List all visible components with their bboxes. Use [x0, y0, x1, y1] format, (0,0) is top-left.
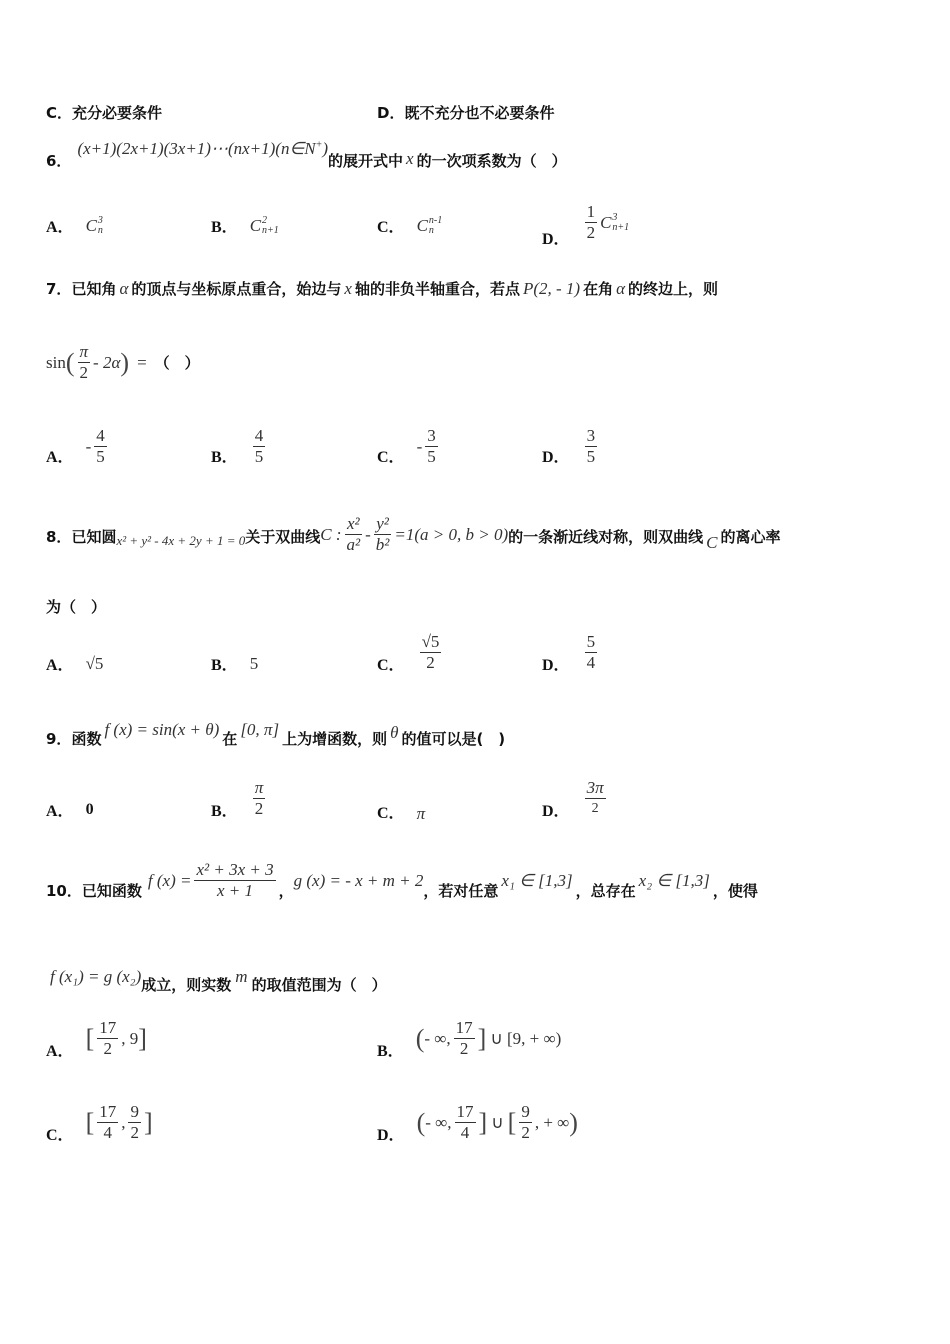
q6-option-d[interactable] — [542, 196, 629, 249]
option-label: B． — [377, 1043, 404, 1060]
stem-text: ，若对任意 — [423, 882, 499, 900]
fraction — [585, 426, 598, 467]
alpha: α — [119, 278, 129, 298]
option-value: 5 — [249, 653, 259, 673]
interval-union: ∪ [9, + ∞) — [490, 1028, 562, 1048]
expr-text: (x+1)(2x+1)(3x+1)⋯(nx+1)(n∈N — [77, 138, 316, 158]
stem-text: 轴的非负半轴重合，若点 — [354, 280, 520, 298]
sign: - — [85, 436, 92, 456]
x1-interval: x₁ ∈ [1,3] — [501, 870, 573, 890]
stem-text: 的离心率 — [720, 528, 781, 546]
q6-option-b[interactable] — [211, 214, 279, 237]
minus-2alpha: - 2α — [93, 352, 121, 372]
question-number: 7． — [46, 280, 72, 298]
bracket: ) — [569, 1107, 578, 1137]
fraction — [425, 426, 438, 467]
option-label: D． — [377, 1127, 405, 1144]
question-10-stem — [46, 860, 758, 901]
numerator: 9 — [521, 1102, 530, 1121]
q8-option-b[interactable] — [211, 652, 258, 675]
q6-option-a[interactable] — [46, 214, 103, 237]
comma: , — [121, 1112, 126, 1132]
q9-option-a[interactable] — [46, 798, 106, 821]
denominator: 2 — [586, 223, 596, 242]
expr-close: ) — [322, 138, 329, 158]
numerator: 4 — [96, 426, 105, 445]
stem-text: 已知圆 — [71, 528, 117, 546]
denominator: a² — [346, 535, 361, 554]
comma: ， — [278, 882, 294, 900]
fraction — [585, 202, 598, 243]
option-label: B． — [211, 449, 238, 466]
q10-option-d[interactable] — [377, 1100, 578, 1145]
bracket: [ — [507, 1107, 517, 1137]
option-label: D． — [542, 449, 570, 466]
option-label: C． — [46, 1127, 74, 1144]
q5-option-d[interactable]: D．既不充分也不必要条件 — [377, 104, 555, 122]
combination-symbol: C — [416, 215, 428, 235]
fraction — [585, 632, 598, 673]
stem-text: 为（ ） — [46, 598, 107, 616]
bracket: ( — [415, 1023, 425, 1053]
option-label: A． — [46, 803, 74, 820]
stem-text: 在角 — [583, 280, 614, 298]
stem-text: 的一次项系数为（ ） — [416, 152, 567, 170]
denominator: 5 — [427, 447, 436, 466]
stem-text: 关于双曲线 — [245, 528, 321, 546]
fraction — [585, 778, 606, 819]
fraction — [94, 426, 107, 467]
stem-text: 已知函数 — [81, 882, 142, 900]
stem-text: 的值可以是( ) — [401, 730, 506, 748]
stem-text: 函数 — [71, 730, 102, 748]
fraction — [454, 1018, 475, 1059]
q10-option-a[interactable] — [46, 1016, 147, 1061]
interval: [0, π] — [240, 719, 280, 739]
q7-option-b[interactable] — [211, 426, 268, 467]
stem-text: 成立，则实数 — [141, 976, 232, 994]
fraction — [97, 1018, 118, 1059]
theta: θ — [390, 722, 399, 742]
denominator: 2 — [130, 1123, 139, 1142]
bracket: ] — [477, 1023, 487, 1053]
q5-option-c[interactable]: C．充分必要条件 — [46, 104, 163, 122]
denominator: 5 — [586, 447, 596, 466]
denominator: 2 — [521, 1123, 530, 1142]
interval-end: , 9 — [121, 1028, 139, 1048]
option-value: 0 — [85, 800, 94, 818]
question-7-stem — [46, 278, 718, 299]
numerator: 4 — [254, 426, 264, 445]
option-value: √5 — [85, 653, 104, 673]
option-label: A． — [46, 219, 74, 236]
sup: n-1 — [428, 214, 443, 226]
interval-end: , + ∞ — [534, 1112, 570, 1132]
function-f: f (x) = — [147, 870, 192, 890]
equals: = — [137, 352, 147, 372]
hyperbola-c: C — [706, 532, 718, 552]
q8-option-d[interactable] — [542, 630, 600, 675]
variable-x: x — [344, 278, 352, 298]
option-label: D． — [542, 657, 570, 674]
sup: 3 — [612, 211, 618, 223]
option-label: D． — [542, 803, 570, 820]
sub: n — [97, 224, 103, 236]
question-6-stem — [46, 136, 567, 171]
q10-option-b[interactable] — [377, 1016, 561, 1061]
fraction — [128, 1102, 141, 1143]
q9-option-b[interactable] — [211, 776, 268, 821]
fraction — [519, 1102, 532, 1143]
x2-interval: x₂ ∈ [1,3] — [638, 870, 710, 890]
q6-option-c[interactable] — [377, 214, 442, 237]
numerator: π — [79, 342, 89, 361]
option-label: B． — [211, 219, 238, 236]
numerator: 9 — [130, 1102, 139, 1121]
combination-symbol: C — [85, 215, 97, 235]
denominator: b² — [375, 535, 390, 554]
interval-start: - ∞, — [424, 1028, 451, 1048]
option-value: π — [416, 804, 426, 823]
sign: - — [416, 436, 423, 456]
stem-text: 的取值范围为（ ） — [251, 976, 387, 994]
variable-m: m — [235, 966, 248, 986]
fraction — [253, 426, 266, 467]
answer-paren: （ ） — [154, 354, 200, 372]
fraction — [345, 514, 363, 555]
denominator: 2 — [459, 1039, 469, 1058]
hyperbola-c: C : — [320, 524, 342, 544]
denominator: 5 — [254, 447, 264, 466]
bracket: ] — [478, 1107, 488, 1137]
stem-text: 的顶点与坐标原点重合，始边与 — [131, 280, 342, 298]
question-number: 8． — [46, 528, 72, 546]
sub: n — [428, 224, 434, 236]
circle-equation: x² + y² - 4x + 2y + 1 = 0 — [116, 532, 246, 548]
point-p: P(2, - 1) — [522, 278, 581, 298]
numerator: 3 — [586, 426, 596, 445]
q8-option-a[interactable] — [46, 652, 103, 675]
bracket: [ — [85, 1107, 95, 1137]
fraction — [420, 632, 442, 673]
expr-sup: + — [315, 138, 323, 150]
question-number: 6． — [46, 152, 72, 170]
stem-text: ，总存在 — [575, 882, 636, 900]
denominator: 4 — [103, 1123, 112, 1142]
bracket: ] — [138, 1023, 147, 1053]
product-expression — [77, 139, 328, 159]
function-expression: f (x) = sin(x + θ) — [104, 719, 220, 739]
option-label: A． — [46, 657, 74, 674]
denominator: 4 — [586, 653, 596, 672]
sub: n+1 — [612, 221, 630, 233]
sup: 2 — [262, 214, 268, 226]
denominator: 2 — [79, 363, 89, 382]
question-number: 10． — [46, 882, 82, 900]
stem-text: 已知角 — [71, 280, 117, 298]
q7-option-a[interactable] — [46, 426, 110, 467]
q9-option-d[interactable] — [542, 776, 609, 821]
numerator: √5 — [421, 632, 440, 651]
q7-option-d[interactable] — [542, 426, 600, 467]
fraction — [455, 1102, 476, 1143]
option-label: A． — [46, 449, 74, 466]
stem-text: 在 — [222, 730, 238, 748]
numerator: 3π — [586, 778, 604, 797]
numerator: 17 — [99, 1018, 117, 1037]
option-label: C． — [377, 804, 405, 822]
option-label: D． — [542, 231, 570, 248]
option-label: B． — [211, 657, 238, 674]
numerator: 1 — [586, 202, 596, 221]
denominator: 4 — [460, 1123, 470, 1142]
stem-text: ，使得 — [712, 882, 758, 900]
question-10-stem-line2 — [50, 958, 387, 995]
question-8-stem — [46, 514, 781, 555]
function-g: g (x) = - x + m + 2 — [293, 870, 424, 890]
hyperbola-condition: =1(a > 0, b > 0) — [394, 524, 509, 544]
alpha: α — [616, 278, 626, 298]
option-label: C． — [377, 449, 405, 466]
q8-option-c[interactable] — [377, 630, 444, 675]
numerator: x² — [346, 514, 360, 533]
denominator: 2 — [254, 799, 264, 818]
denominator: 2 — [591, 801, 599, 816]
denominator: 2 — [103, 1039, 112, 1058]
option-label: A． — [46, 1043, 74, 1060]
interval-start: - ∞, — [425, 1112, 452, 1132]
union: ∪ — [491, 1112, 504, 1132]
bracket: [ — [85, 1023, 95, 1053]
fraction — [253, 778, 266, 819]
sin: sin — [46, 352, 66, 372]
stem-text: 上为增函数，则 — [282, 730, 388, 748]
equation: f (x₁) = g (x₂) — [50, 966, 142, 986]
question-number: 9． — [46, 730, 72, 748]
fraction — [78, 342, 91, 383]
denominator: 5 — [96, 447, 105, 466]
q7-option-c[interactable] — [377, 426, 441, 467]
stem-text: 的终边上，则 — [628, 280, 719, 298]
sub: n+1 — [262, 224, 279, 236]
numerator: 17 — [456, 1102, 474, 1121]
denominator: 2 — [426, 653, 435, 672]
question-9-stem — [46, 716, 505, 749]
numerator: 17 — [99, 1102, 117, 1121]
variable-x: x — [406, 148, 414, 168]
numerator: x² + 3x + 3 — [196, 860, 274, 879]
minus: - — [365, 524, 371, 544]
numerator: 5 — [586, 632, 596, 651]
sup: 3 — [97, 214, 103, 226]
q9-option-c[interactable] — [377, 798, 425, 824]
option-label: C． — [377, 657, 405, 674]
fraction — [194, 860, 275, 901]
option-label: B． — [211, 803, 238, 820]
stem-text: 的展开式中 — [328, 152, 404, 170]
combination-symbol: C — [600, 212, 612, 232]
q7-expression: sin ( $\frac{\pi}{2}$ - 2α ) = （ ） — [46, 342, 200, 382]
denominator: x + 1 — [217, 881, 254, 900]
bracket: ] — [143, 1107, 153, 1137]
fraction — [374, 514, 392, 555]
bracket: ( — [416, 1107, 426, 1137]
numerator: y² — [376, 514, 389, 533]
q10-option-c[interactable] — [46, 1100, 153, 1145]
combination-symbol: C — [249, 215, 262, 235]
fraction — [97, 1102, 118, 1143]
numerator: π — [254, 778, 264, 797]
option-label: C． — [377, 219, 405, 236]
numerator: 3 — [427, 426, 436, 445]
numerator: 17 — [455, 1018, 473, 1037]
stem-text: 的一条渐近线对称，则双曲线 — [508, 528, 704, 546]
